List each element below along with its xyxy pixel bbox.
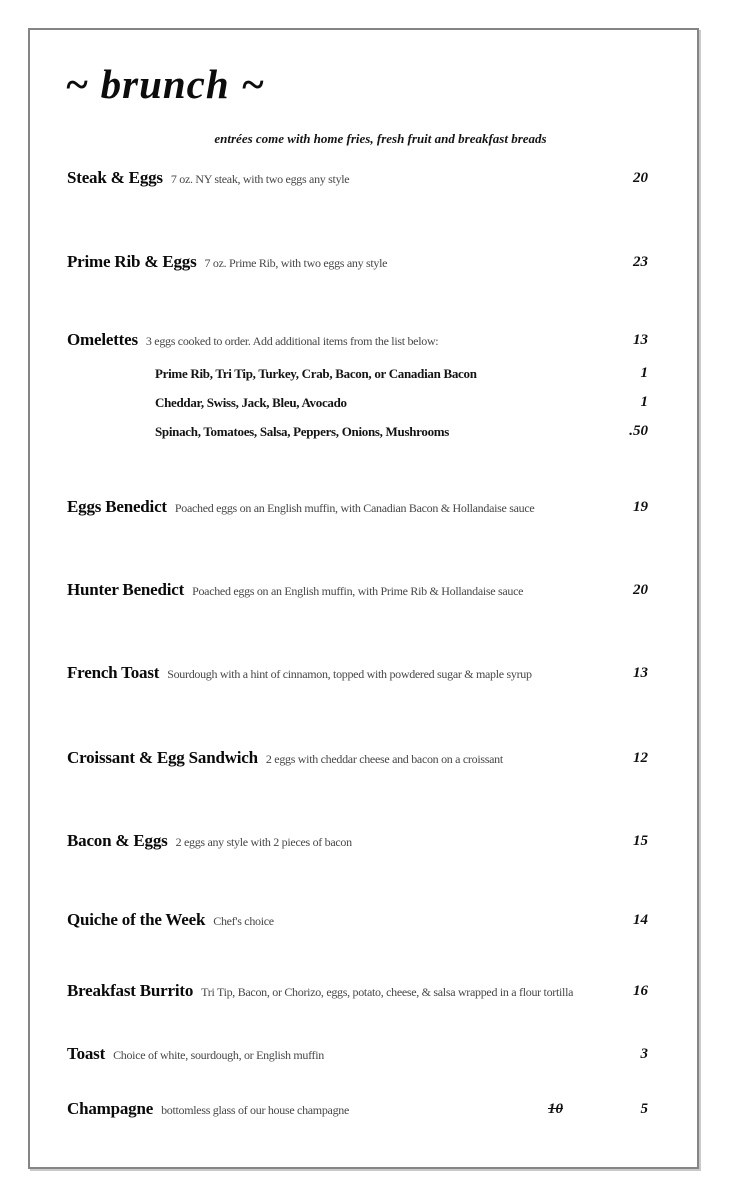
menu-item-row <box>67 747 648 769</box>
menu-item-description: bottomless glass of our house champagne <box>161 1103 349 1117</box>
menu-item-description: Poached eggs on an English muffin, with Canadian Bacon & Hollandaise sauce <box>174 501 535 515</box>
menu-item-line <box>67 251 612 273</box>
menu-item-name: Croissant & Egg Sandwich <box>67 748 258 767</box>
menu-item-line <box>67 909 612 931</box>
menu-item-row <box>67 496 648 518</box>
menu-item-list <box>30 167 697 1120</box>
menu-item-row <box>67 1098 648 1120</box>
menu-item-price: 13 <box>633 665 648 681</box>
menu-item-price: 20 <box>633 582 648 598</box>
menu-item-description: 7 oz. NY steak, with two eggs any style <box>170 172 350 186</box>
menu-item-description: 2 eggs any style with 2 pieces of bacon <box>175 835 352 849</box>
menu-item-price: 20 <box>633 170 648 186</box>
menu-item-description: 3 eggs cooked to order. Add additional items from the list below: <box>145 334 439 348</box>
menu-item-price: 5 <box>640 1101 648 1117</box>
menu-item-line <box>67 662 612 684</box>
menu-subtitle: entrées come with home fries, fresh fruit and breakfast breads <box>214 131 547 146</box>
menu-item-description: Choice of white, sourdough, or English muffin <box>113 1048 324 1062</box>
menu-item-line <box>67 496 612 518</box>
menu-addon-row <box>67 417 648 446</box>
menu-addon-row <box>67 359 648 388</box>
menu-item-name: Hunter Benedict <box>67 580 185 599</box>
menu-page <box>28 28 699 1169</box>
menu-item-name: Toast <box>67 1044 106 1063</box>
menu-item-row <box>67 329 648 446</box>
menu-item-price: 14 <box>633 912 648 928</box>
menu-item-line <box>67 329 612 351</box>
menu-item-name: Prime Rib & Eggs <box>67 252 197 271</box>
menu-item-price: 23 <box>633 254 648 270</box>
menu-item-price: 19 <box>633 499 648 515</box>
menu-item-line <box>67 830 612 852</box>
menu-item-price: 13 <box>633 332 648 348</box>
menu-item-name: Breakfast Burrito <box>67 981 194 1000</box>
addon-price: .50 <box>629 423 648 439</box>
page-title: ~ brunch ~ <box>65 61 266 107</box>
menu-item-row <box>67 251 648 273</box>
addon-text: Prime Rib, Tri Tip, Turkey, Crab, Bacon, or Canadian Bacon <box>155 366 477 381</box>
menu-item-name: Quiche of the Week <box>67 910 206 929</box>
menu-item-line <box>67 579 612 601</box>
menu-addon-row <box>67 388 648 417</box>
addon-price: 1 <box>640 365 648 381</box>
menu-item-name: Omelettes <box>67 330 138 349</box>
addon-text: Cheddar, Swiss, Jack, Bleu, Avocado <box>155 395 347 410</box>
menu-item-line <box>67 167 612 189</box>
menu-item-price: 12 <box>633 750 648 766</box>
menu-item-price: 16 <box>633 983 648 999</box>
menu-item-line <box>67 747 612 769</box>
menu-item-price: 3 <box>640 1046 648 1062</box>
menu-item-name: Steak & Eggs <box>67 168 163 187</box>
menu-item-name: Bacon & Eggs <box>67 831 168 850</box>
menu-item-row <box>67 662 648 684</box>
menu-item-description: 2 eggs with cheddar cheese and bacon on a croissant <box>265 752 503 766</box>
menu-item-name: Eggs Benedict <box>67 497 167 516</box>
addon-price: 1 <box>640 394 648 410</box>
menu-item-line <box>67 1098 612 1120</box>
menu-item-description: Poached eggs on an English muffin, with Prime Rib & Hollandaise sauce <box>192 584 524 598</box>
menu-item-name: Champagne <box>67 1099 154 1118</box>
menu-item-old-price: 10 <box>548 1101 563 1117</box>
addon-text: Spinach, Tomatoes, Salsa, Peppers, Onions, Mushrooms <box>155 424 450 439</box>
menu-item-description: 7 oz. Prime Rib, with two eggs any style <box>204 256 388 270</box>
menu-item-row <box>67 830 648 852</box>
menu-item-row <box>67 980 648 1002</box>
menu-item-row <box>67 909 648 931</box>
menu-item-row <box>67 1043 648 1065</box>
menu-item-line <box>67 980 612 1002</box>
menu-item-row <box>67 579 648 601</box>
menu-item-description: Sourdough with a hint of cinnamon, topped with powdered sugar & maple syrup <box>167 667 532 681</box>
menu-item-description: Tri Tip, Bacon, or Chorizo, eggs, potato, cheese, & salsa wrapped in a flour tortilla <box>201 985 574 999</box>
menu-item-row <box>67 167 648 189</box>
menu-item-price: 15 <box>633 833 648 849</box>
menu-item-addons <box>67 359 648 446</box>
menu-item-description: Chef's choice <box>213 914 274 928</box>
menu-item-line <box>67 1043 612 1065</box>
menu-item-name: French Toast <box>67 663 160 682</box>
